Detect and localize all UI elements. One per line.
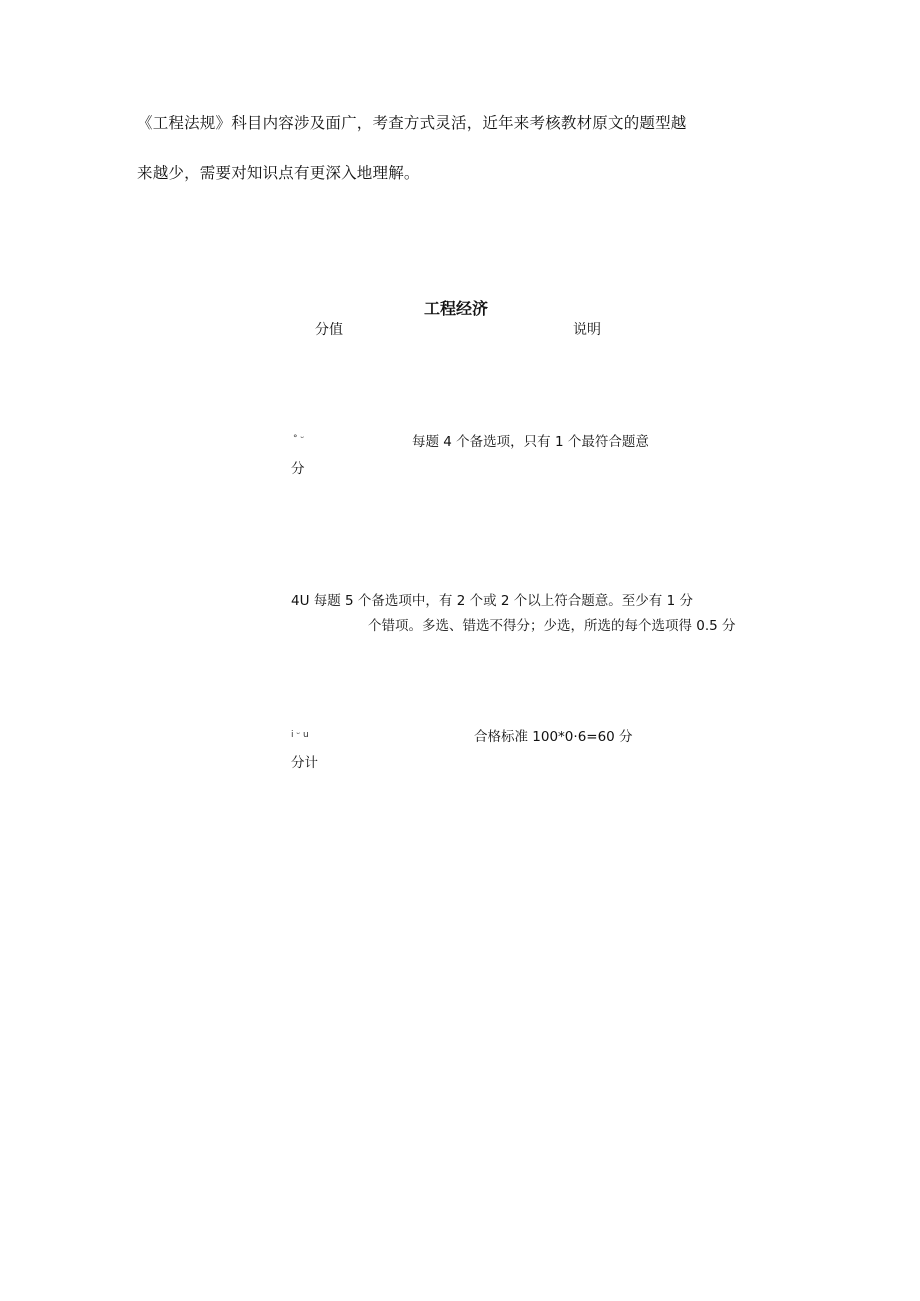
row1-score-fragment: ° ᵕ — [293, 434, 305, 444]
row3-score-fragment: i ᵕ u — [291, 730, 309, 740]
row2-line-1: 4U 每题 5 个备选项中，有 2 个或 2 个以上符合题意。至少有 1 分 — [291, 593, 693, 609]
row3-score-suffix: 分计 — [291, 755, 318, 771]
row2-line-2: 个错项。多选、错选不得分；少选，所选的每个选项得 0.5 分 — [368, 618, 736, 634]
row1-description: 每题 4 个备选项，只有 1 个最符合题意 — [412, 434, 649, 450]
header-description: 说明 — [573, 322, 601, 338]
intro-line-1: 《工程法规》科目内容涉及面广，考查方式灵活，近年来考核教材原文的题型越 — [137, 114, 687, 132]
header-score: 分值 — [315, 322, 343, 338]
row3-description: 合格标准 100*0·6=60 分 — [474, 729, 633, 745]
table-title: 工程经济 — [424, 299, 489, 318]
row1-score-suffix: 分 — [291, 461, 305, 477]
intro-line-2: 来越少，需要对知识点有更深入地理解。 — [137, 164, 420, 182]
